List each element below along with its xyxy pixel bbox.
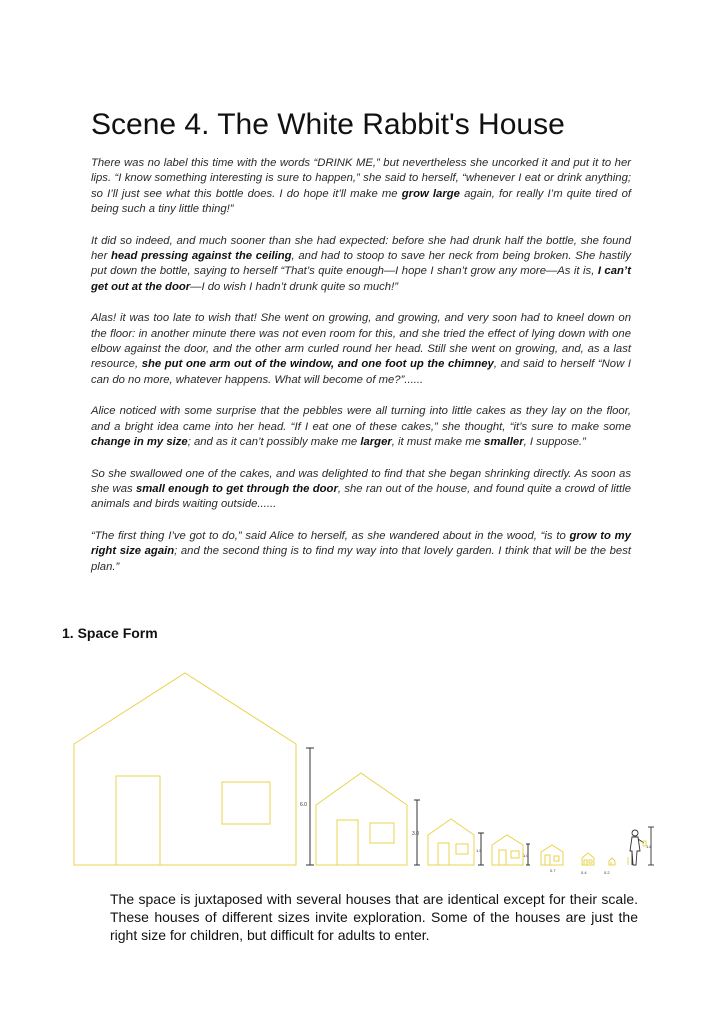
house-outline xyxy=(541,845,563,865)
dimension-label: 1.5 xyxy=(476,848,482,853)
house-window xyxy=(511,851,519,858)
paragraph-text: So she swallowed one of the cakes, and was delighted to find that she began shrinking directly. As soon as she was xyxy=(91,467,631,495)
emphasis-text: smaller xyxy=(484,436,524,449)
house-window xyxy=(456,844,468,854)
house-window xyxy=(589,860,592,863)
house-window xyxy=(554,856,559,861)
dimension-label: 0.2 xyxy=(604,870,610,875)
story-paragraph xyxy=(91,234,631,296)
house-door xyxy=(499,850,506,865)
dimension-label: 3.0 xyxy=(412,831,419,837)
house-large xyxy=(74,673,314,865)
page-title: Scene 4. The White Rabbit's House xyxy=(91,108,565,141)
paragraph-text: ; and as it can’t possibly make me xyxy=(187,436,361,449)
house-door xyxy=(438,843,449,865)
dimension-label: 1.8 xyxy=(646,844,652,849)
story-paragraph xyxy=(91,529,631,575)
house-micro xyxy=(604,858,615,875)
story-text xyxy=(91,156,631,591)
story-paragraph xyxy=(91,467,631,513)
house-scale-diagram xyxy=(60,660,664,882)
house-outline xyxy=(609,858,615,865)
emphasis-text: she put one arm out of the window, and one foot up the chimney xyxy=(141,358,494,371)
paragraph-text: Alas! it was too late to wish that! She went on growing, and growing, and very soon had to kneel down on the floor: in another minute there was not even room for this, and she tried the effect of lying down with one elbow against the door, and the other arm curled round her head. Still she went on growing, and, as a last resource, xyxy=(91,312,631,371)
emphasis-text: grow large xyxy=(401,187,460,200)
house-window xyxy=(222,782,270,824)
paragraph-text: , and said to herself “Now I can do no more, whatever happens. What will become of me?”...... xyxy=(91,358,631,386)
house-window xyxy=(370,823,394,843)
dimension-label: 1.0 xyxy=(523,853,529,858)
story-paragraph xyxy=(91,311,631,388)
human-figure xyxy=(628,827,654,865)
dimension-label: 0.7 xyxy=(550,868,556,873)
dimension-label: 6.0 xyxy=(300,802,307,808)
house-door xyxy=(116,776,160,865)
story-paragraph xyxy=(91,156,631,218)
paragraph-text: , and had to stoop to save her neck from being broken. She hastily put down the bottle, saying to herself “That’s quite enough—I hope I shan’t grow any more—As it is, xyxy=(91,250,631,278)
paragraph-text: , I suppose.” xyxy=(523,436,586,449)
paragraph-text: —I do wish I hadn’t drunk quite so much!” xyxy=(190,280,398,293)
house-door xyxy=(545,855,550,865)
dimension-label: 0.4 xyxy=(581,870,587,875)
house-xsmall xyxy=(492,835,530,865)
house-tiny xyxy=(541,845,563,873)
paragraph-text: Alice noticed with some surprise that the pebbles were all turning into little cakes as they lay on the floor, and a bright idea came into her head. “If I eat one of these cakes,” she thought, “it’s sure to make some xyxy=(91,405,631,433)
paragraph-text: ; and the second thing is to find my way into that lovely garden. I think that will be the best plan.” xyxy=(91,545,631,573)
paragraph-text: , she ran out of the house, and found quite a crowd of little animals and birds waiting outside...... xyxy=(91,482,631,511)
house-medium xyxy=(316,773,420,865)
emphasis-text: small enough to get through the door xyxy=(135,482,338,495)
house-mini xyxy=(581,853,594,875)
house-outline xyxy=(316,773,407,865)
caption: The space is juxtaposed with several houses that are identical except for their scale. These houses of different sizes invite exploration. Some of the houses are just the right size for children, but difficult for adults to enter. xyxy=(110,891,638,943)
house-outline xyxy=(74,673,296,865)
house-door xyxy=(584,860,587,865)
story-paragraph xyxy=(91,404,631,450)
house-door xyxy=(337,820,358,865)
emphasis-text: grow to my right size again xyxy=(91,529,631,558)
paragraph-text: There was no label this time with the words “DRINK ME,” but nevertheless she uncorked it and put it to her lips. “I know something interesting is sure to happen,” she said to herself, “whenever I eat or drink anything; so I’ll just see what this bottle does. I do hope it’ll make me xyxy=(91,157,631,200)
house-outline xyxy=(492,835,523,865)
emphasis-text: I can’t get out at the door xyxy=(91,265,631,293)
paragraph-text: , it must make me xyxy=(391,436,485,449)
paragraph-text: “The first thing I’ve got to do,” said Alice to herself, as she wandered about in the wood, “is to xyxy=(91,529,570,542)
paragraph-text: It did so indeed, and much sooner than she had expected: before she had drunk half the bottle, she found her xyxy=(91,234,631,263)
paragraph-text: again, for really I’m quite tired of being such a tiny little thing!” xyxy=(91,187,631,216)
emphasis-text: change in my size xyxy=(91,436,188,449)
house-small xyxy=(428,819,484,865)
emphasis-text: head pressing against the ceiling xyxy=(111,250,292,263)
person-icon xyxy=(628,830,646,865)
section-title: 1. Space Form xyxy=(62,625,158,641)
house-outline xyxy=(428,819,474,865)
emphasis-text: larger xyxy=(360,436,392,449)
